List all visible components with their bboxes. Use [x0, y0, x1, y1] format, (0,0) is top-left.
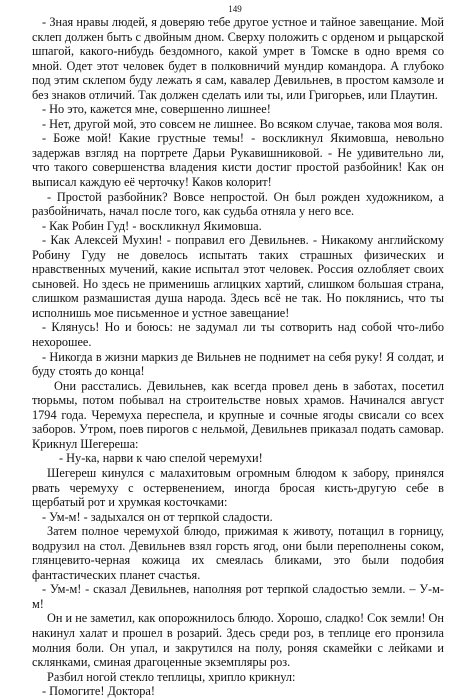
- paragraph: - Как Алексей Мухин! - поправил его Девильнев. - Никакому английскому Робину Гуду не довелось испытать таких страшных физических и нравственных мучений, какие испытал этот человек. Россия ozлобляет своих сыновей. Но здесь не применишь аглицких хартий, слишком большая страна, слишком размашистая душа народа. Здесь всё не так. Но поклянись, что ты исполнишь мое письменное и устное завещание!: [32, 233, 444, 320]
- paragraph: - Простой разбойник? Вовсе непростой. Он был рожден художником, а разбойничать, начал после того, как судьба отняла у него все.: [32, 189, 444, 219]
- paragraph: Они расстались. Девильнев, как всегда провел день в заботах, посетил тюрьмы, потом побывал на строительстве новых храмов. Начинался август 1794 года. Черемуха переспела, и крупные и сочные ягоды свисали со всех заборов. Утром, поев пирогов с нельмой, Девильнев приказал подать самовар. Крикнул Шегереша:: [32, 378, 444, 451]
- paragraph: - Клянусь! Но и боюсь: не задумал ли ты сотворить над собой что-либо нехорошее.: [32, 320, 444, 350]
- paragraph: Разбил ногой стекло теплицы, хрипло крикнул:: [47, 669, 296, 684]
- paragraph: Затем полное черемухой блюдо, прижимая к животу, потащил в горницу, водрузил на стол. Девильнев взял горсть ягод, они были переполнены соком, глянцевито-черная кожица их смеялась бликами, это были подобия фантастических планет счастья.: [32, 524, 444, 582]
- paragraph: - Никогда в жизни маркиз де Вильнев не поднимет на себя руку! Я солдат, и буду стоять до конца!: [32, 349, 444, 379]
- paragraph: - Нет, другой мой, это совсем не лишнее. Во всяком случае, такова моя воля.: [42, 116, 443, 131]
- page-number: 149: [228, 4, 242, 14]
- paragraph: - Ум-м! - задыхался он от терпкой сладости.: [42, 509, 273, 524]
- paragraph: - Боже мой! Какие грустные темы! - воскликнул Якимовша, невольно задержав взгляд на портрете Дарьи Рукавишниковой. - Не удивительно ли, что такого совершенства владения кисти достиг простой разбойник! Как он выписал каждую её черточку! Каков колорит!: [32, 131, 444, 190]
- paragraph: - Ум-м! - сказал Девильнев, наполняя рот терпкой сладостью земли. – У-м-м!: [32, 582, 444, 611]
- paragraph: - Ну-ка, нарви к чаю спелой черемухи!: [59, 451, 263, 466]
- paragraph: - Зная нравы людей, я доверяю тебе другое устное и тайное завещание. Мой склеп должен быть с двойным дном. Сверху положить с орденом и рыцарской шпагой, какого-нибудь бездомного, какой умрет в Томске в одно время со мной. Одет этот человек будет в полковничий мундир командора. А глубоко под этим склепом буду лежать я сам, кавалер Девильнев, в простом камзоле и без знаков отличий. Так должен сделать или ты, или Григорьев, или Плаутин.: [32, 15, 444, 102]
- paragraph: - Помогите! Доктора!: [42, 684, 155, 699]
- paragraph: Он и не заметил, как опорожнилось блюдо. Хорошо, сладко! Сок земли! Он накинул халат и прошел в розарий. Здесь среди роз, в теплице его пронзила молния боли. Он упал, и закрутился на полу, роняя скамейки с лейками и склянками, сминая драгоценные экземпляры роз.: [32, 611, 444, 670]
- paragraph: Шегереш кинулся с малахитовым огромным блюдом к забору, принялся рвать черемуху с остервенением, иногда бросая кисть-другую себе в щербатый рот и хрумкая косточками:: [32, 465, 444, 510]
- paragraph: - Как Робин Гуд! - воскликнул Якимовша.: [42, 218, 262, 233]
- paragraph: - Но это, кажется мне, совершенно лишнее!: [42, 102, 271, 117]
- page-text: [32, 15, 444, 699]
